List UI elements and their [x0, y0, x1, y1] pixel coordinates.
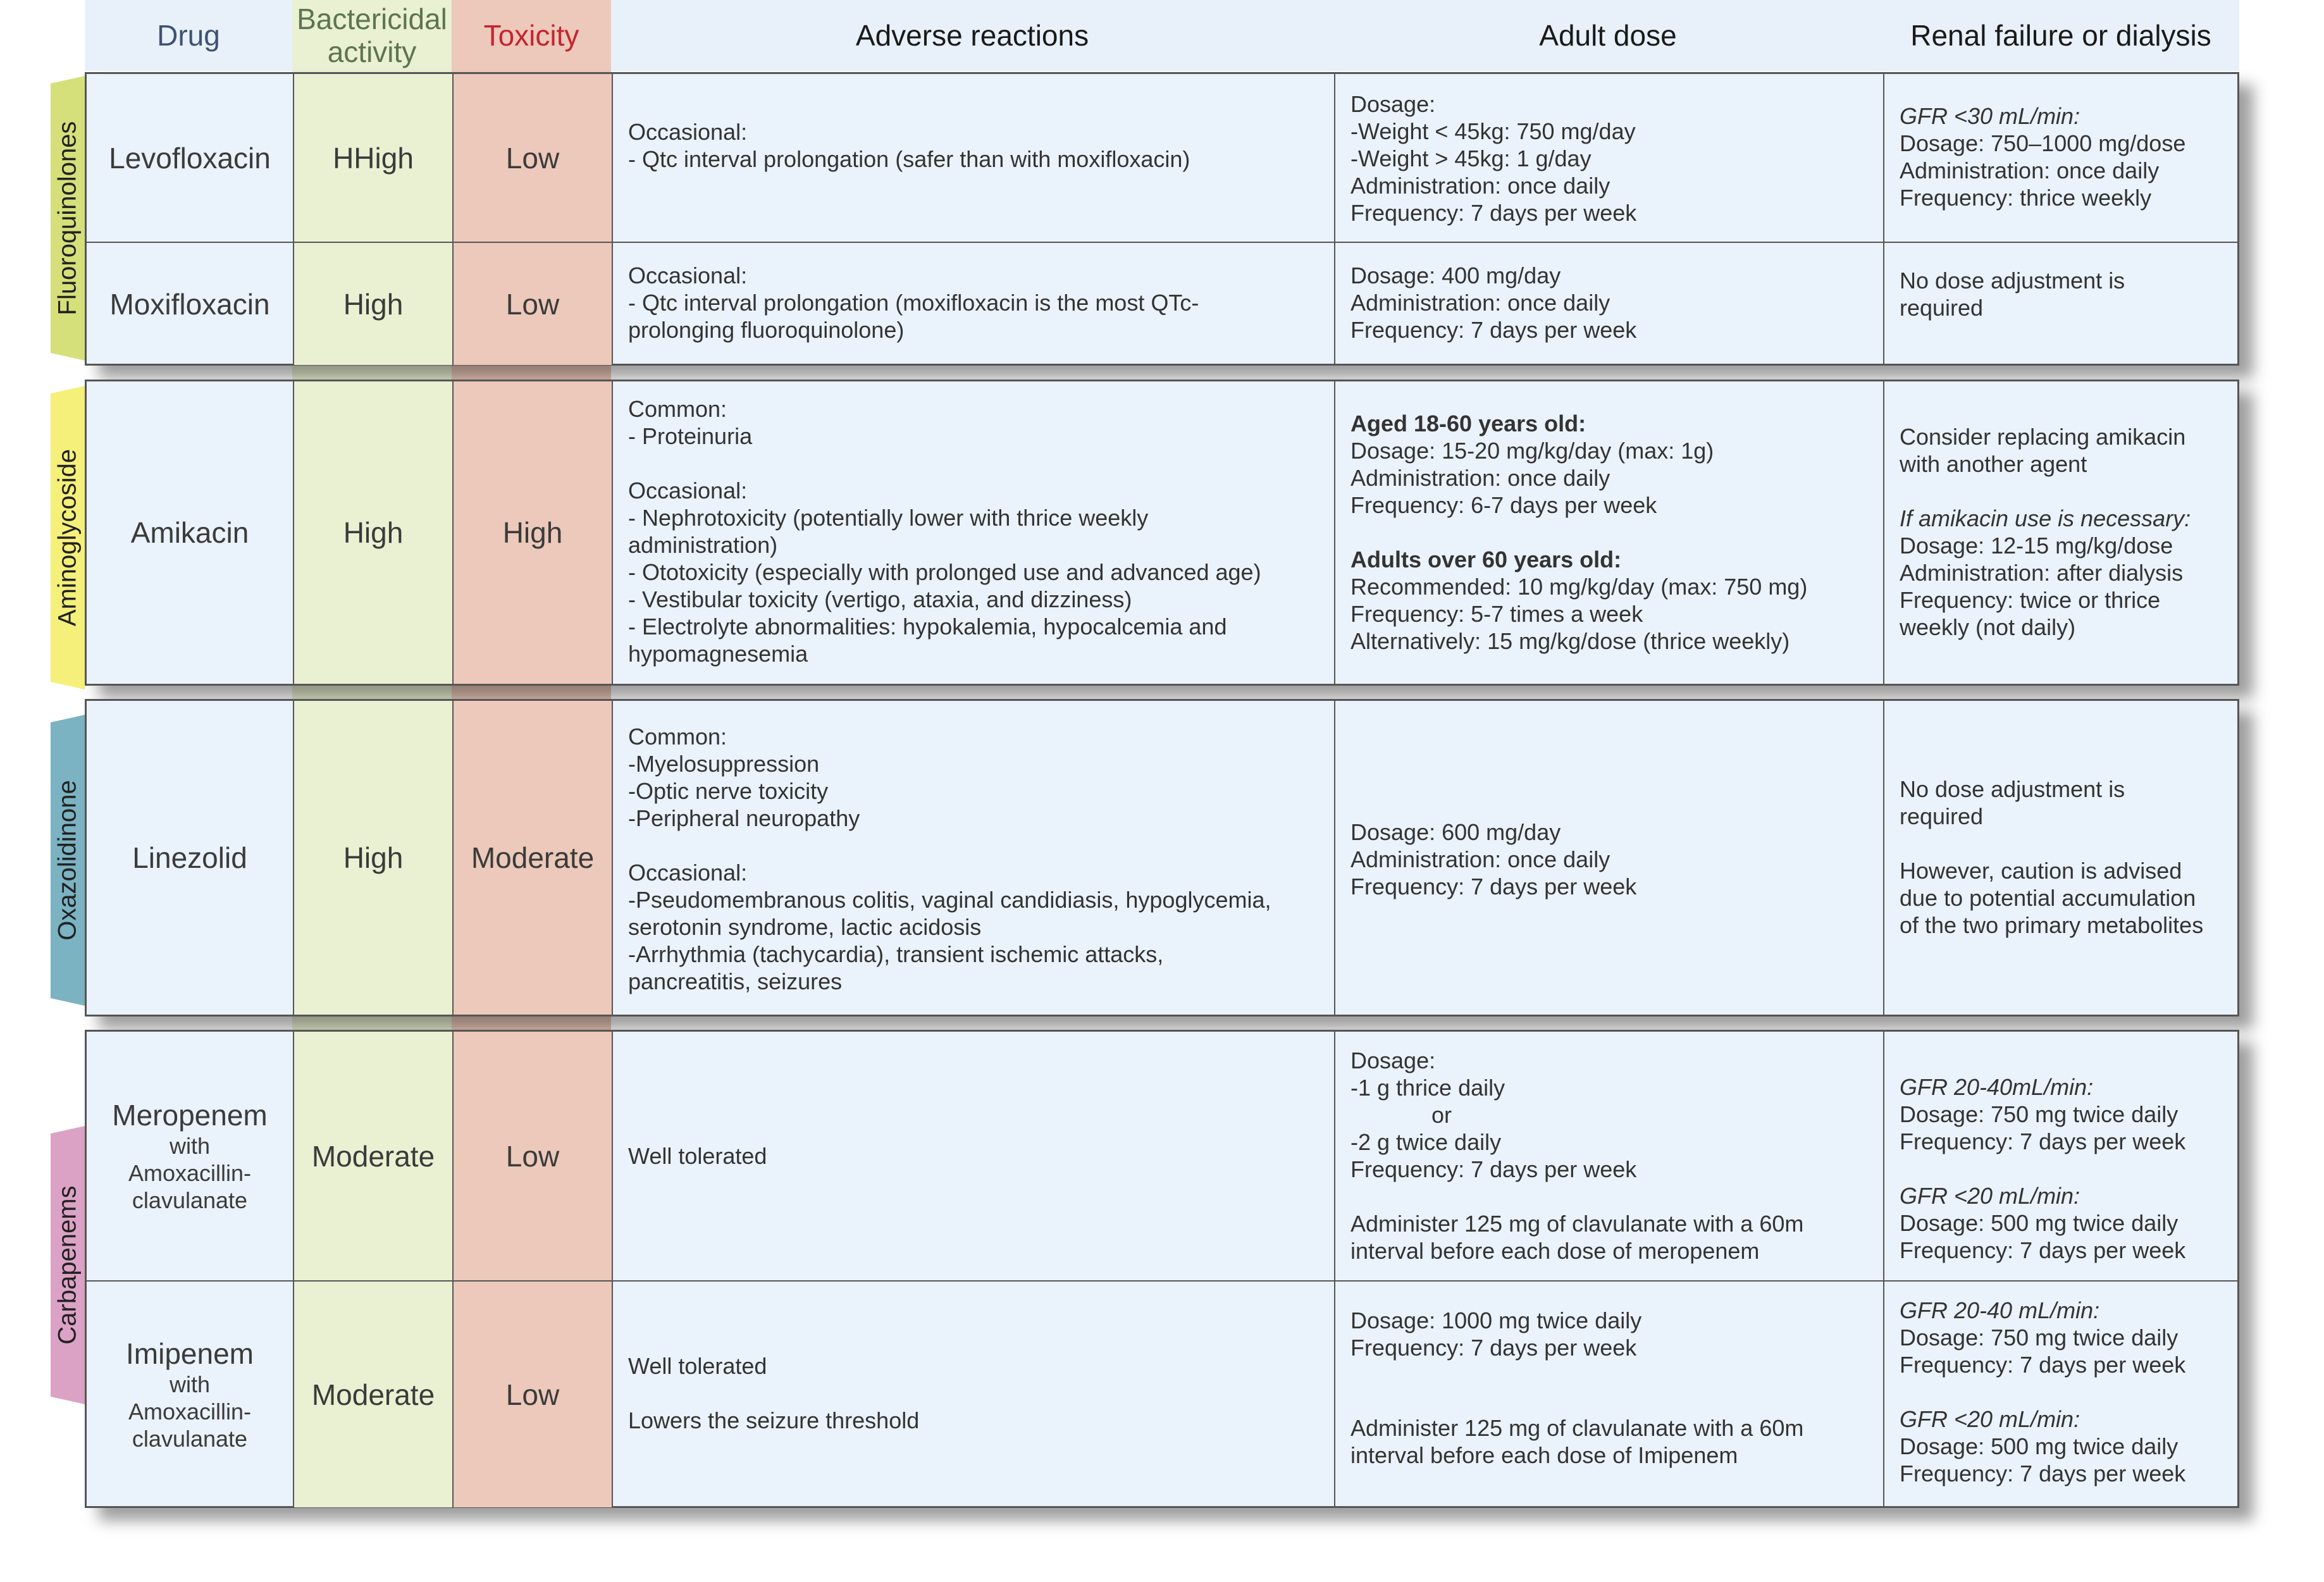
- header-bactericidal: Bactericidal activity: [292, 0, 452, 71]
- bactericidal-value: High: [343, 287, 404, 321]
- drug-combination: with Amoxacillin- clavulanate: [128, 1371, 252, 1452]
- toxicity-cell: [454, 381, 613, 684]
- table-row: [87, 381, 2237, 684]
- drug-name: Levofloxacin: [109, 141, 271, 175]
- renal-condition: GFR 20-40mL/min:: [1900, 1074, 2094, 1100]
- renal-text: No dose adjustment is required: [1900, 268, 2125, 321]
- tab-label-aminoglycoside: Aminoglycoside: [53, 448, 82, 627]
- dose-clavulanate: Administer 125 mg of clavulanate with a 60m interval before each dose of meropenem: [1351, 1211, 1804, 1264]
- drug-combination: with Amoxacillin- clavulanate: [128, 1133, 252, 1213]
- dose-or: or: [1431, 1102, 1452, 1128]
- group-oxazolidinone: [85, 699, 2239, 1017]
- renal-instructions: Dosage: 750–1000 mg/dose Administration: once daily Frequency: thrice weekly: [1900, 130, 2186, 211]
- adult-dose-cell: [1335, 243, 1884, 365]
- dose-body-over-60: Recommended: 10 mg/kg/day (max: 750 mg) Frequency: 5-7 times a week Alternatively: 15 mg/kg/dose (thrice weekly): [1351, 574, 1808, 654]
- drug-cell: [87, 701, 294, 1015]
- drug-cell: [87, 74, 294, 242]
- adverse-seizure: Lowers the seizure threshold: [628, 1407, 920, 1433]
- adverse-common: Common: - Proteinuria: [628, 396, 753, 449]
- renal-cell: [1884, 381, 2241, 684]
- toxicity-value: Low: [505, 1378, 560, 1411]
- spacer: [1900, 1155, 2230, 1182]
- adult-dose-cell: [1335, 74, 1884, 242]
- adverse-cell: [613, 1282, 1335, 1507]
- renal-condition: GFR <30 mL/min:: [1900, 103, 2080, 129]
- bactericidal-cell: [294, 1282, 454, 1507]
- drug-name: Linezolid: [132, 841, 247, 874]
- adult-dose-text: Dosage: -Weight < 45kg: 750 mg/day -Weight > 45kg: 1 g/day Administration: once daily Frequency: 7 days per week: [1351, 91, 1637, 226]
- toxicity-cell: [454, 1032, 613, 1280]
- renal-text: [1900, 776, 2230, 939]
- adult-dose-text: Dosage: 400 mg/day Administration: once daily Frequency: 7 days per week: [1351, 263, 1637, 343]
- tab-fluoroquinolones: [51, 76, 85, 361]
- renal-cell: [1884, 74, 2241, 242]
- group-fluoroquinolones: [85, 72, 2239, 366]
- adverse-cell: [613, 381, 1335, 684]
- dose-option-1: Dosage: -1 g thrice daily: [1351, 1047, 1505, 1101]
- adverse-common: Common: -Myelosuppression -Optic nerve toxicity -Peripheral neuropathy: [628, 724, 860, 831]
- toxicity-value: Low: [505, 1139, 560, 1173]
- spacer: [628, 1380, 1323, 1407]
- spacer: [628, 450, 1323, 477]
- header-toxicity: Toxicity: [452, 0, 611, 71]
- tab-label-fluoroquinolones: Fluoroquinolones: [53, 121, 82, 316]
- tab-oxazolidinone: [51, 715, 85, 1006]
- table-row: [87, 1032, 2237, 1280]
- toxicity-cell: [454, 243, 613, 365]
- adult-dose-cell: [1335, 381, 1884, 684]
- header-adverse-reactions: Adverse reactions: [855, 19, 1089, 52]
- spacer: [1900, 1378, 2230, 1406]
- renal-text: [1900, 423, 2230, 641]
- renal-cell: [1884, 1282, 2241, 1507]
- drug-name: Imipenem: [126, 1337, 254, 1370]
- drug-cell: [87, 1282, 294, 1507]
- adverse-text: Well tolerated: [628, 1143, 767, 1169]
- adult-dose-text: [1351, 1047, 1872, 1264]
- renal-condition: GFR <20 mL/min:: [1900, 1183, 2080, 1209]
- renal-note: No dose adjustment is required: [1900, 776, 2125, 829]
- renal-condition: GFR 20-40 mL/min:: [1900, 1297, 2100, 1323]
- adult-dose-text: [1351, 410, 1872, 655]
- dose-body-18-60: Dosage: 15-20 mg/kg/day (max: 1g) Administration: once daily Frequency: 6-7 days per week: [1351, 438, 1714, 518]
- adverse-tolerance: Well tolerated: [628, 1353, 767, 1379]
- tab-aminoglycoside: [51, 386, 85, 689]
- drug-cell: [87, 1032, 294, 1280]
- renal-instructions: Dosage: 12-15 mg/kg/dose Administration: after dialysis Frequency: twice or thrice weekly (not daily): [1900, 533, 2184, 640]
- adverse-cell: [613, 1032, 1335, 1280]
- drug-name: Meropenem: [112, 1099, 268, 1132]
- tab-label-carbapenems: Carbapenems: [53, 1185, 82, 1345]
- bactericidal-cell: [294, 1032, 454, 1280]
- header-adult-dose: Adult dose: [1539, 19, 1677, 52]
- bactericidal-cell: [294, 701, 454, 1015]
- adverse-text: Occasional: - Qtc interval prolongation (safer than with moxifloxacin): [628, 119, 1190, 172]
- bactericidal-value: Moderate: [311, 1378, 435, 1411]
- adverse-text: Occasional: - Qtc interval prolongation (moxifloxacin is the most QTc- prolonging fluoroquinolone): [628, 263, 1199, 343]
- spacer: [1351, 1183, 1872, 1210]
- drug-name: Moxifloxacin: [109, 287, 270, 321]
- renal-cell: [1884, 701, 2241, 1015]
- dose-option-2: -2 g twice daily Frequency: 7 days per week: [1351, 1129, 1637, 1182]
- adverse-text: [628, 723, 1323, 995]
- spacer: [1900, 830, 2230, 857]
- renal-caution: However, caution is advised due to potential accumulation of the two primary metabolites: [1900, 858, 2204, 938]
- renal-text: [1900, 1073, 2230, 1264]
- adult-dose-text: Dosage: 600 mg/day Administration: once daily Frequency: 7 days per week: [1351, 819, 1637, 899]
- drug-name: Amikacin: [130, 516, 249, 549]
- bactericidal-cell: [294, 243, 454, 365]
- toxicity-cell: [454, 1282, 613, 1507]
- tab-label-oxazolidinone: Oxazolidinone: [53, 780, 82, 941]
- bactericidal-cell: [294, 74, 454, 242]
- renal-instructions: Dosage: 750 mg twice daily Frequency: 7 days per week: [1900, 1101, 2186, 1154]
- adult-dose-text: Dosage: 1000 mg twice daily Frequency: 7 days per week: [1351, 1307, 1642, 1361]
- bactericidal-value: High: [343, 841, 404, 874]
- adult-dose-cell: [1335, 1282, 1884, 1507]
- renal-text: [1900, 102, 2230, 211]
- header-drug: Drug: [157, 19, 220, 52]
- table-row: [87, 74, 2237, 242]
- toxicity-value: Low: [505, 141, 560, 175]
- adult-dose-cell: [1335, 1032, 1884, 1280]
- spacer: [1900, 478, 2230, 505]
- renal-instructions: Dosage: 750 mg twice daily Frequency: 7 days per week: [1900, 1325, 2186, 1378]
- bactericidal-value: HHigh: [333, 141, 414, 175]
- drug-cell: [87, 381, 294, 684]
- toxicity-cell: [454, 701, 613, 1015]
- renal-instructions: Dosage: 500 mg twice daily Frequency: 7 days per week: [1900, 1210, 2186, 1263]
- spacer: [1351, 519, 1872, 546]
- bactericidal-value: High: [343, 516, 404, 549]
- group-aminoglycoside: [85, 380, 2239, 686]
- table-row: [87, 1280, 2237, 1507]
- renal-instructions: Dosage: 500 mg twice daily Frequency: 7 days per week: [1900, 1433, 2186, 1486]
- adverse-text: [628, 1352, 1323, 1434]
- toxicity-value: Low: [505, 287, 560, 321]
- adverse-cell: [613, 701, 1335, 1015]
- renal-condition: If amikacin use is necessary:: [1900, 505, 2191, 531]
- group-carbapenems: [85, 1030, 2239, 1508]
- toxicity-cell: [454, 74, 613, 242]
- dose-heading-over-60: Adults over 60 years old:: [1351, 547, 1622, 572]
- adult-dose-cell: [1335, 701, 1884, 1015]
- toxicity-value: High: [502, 516, 563, 549]
- toxicity-value: Moderate: [471, 841, 595, 874]
- renal-condition: GFR <20 mL/min:: [1900, 1406, 2080, 1432]
- spacer: [628, 832, 1323, 859]
- adverse-occasional: Occasional: -Pseudomembranous colitis, vaginal candidiasis, hypoglycemia, serotonin syndrome, lactic acidosis -Arrhythmia (tachycardia), transient ischemic attacks, pancreatitis, seizures: [628, 860, 1271, 994]
- dose-heading-18-60: Aged 18-60 years old:: [1351, 411, 1586, 436]
- bactericidal-cell: [294, 381, 454, 684]
- adverse-text: [628, 395, 1323, 667]
- table-row: [87, 242, 2237, 365]
- bactericidal-value: Moderate: [311, 1139, 435, 1173]
- adverse-cell: [613, 74, 1335, 242]
- renal-note: Consider replacing amikacin with another agent: [1900, 424, 2186, 477]
- renal-text: [1900, 1297, 2230, 1487]
- renal-cell: [1884, 1032, 2241, 1280]
- dose-clavulanate: Administer 125 mg of clavulanate with a 60m interval before each dose of Imipenem: [1351, 1415, 1804, 1468]
- adverse-occasional: Occasional: - Nephrotoxicity (potentially lower with thrice weekly administration) - Ototoxicity (especially with prolonged use and advanced age) - Vestibular toxicity (vertigo, ataxia, and dizziness) - Electrolyte abnormalities: hypokalemia, hypocalcemia and hypomagnesemia: [628, 478, 1261, 667]
- drug-cell: [87, 243, 294, 365]
- adverse-cell: [613, 243, 1335, 365]
- table-row: [87, 701, 2237, 1015]
- renal-cell: [1884, 243, 2241, 365]
- header-renal: Renal failure or dialysis: [1910, 19, 2211, 52]
- tab-carbapenems: [51, 1126, 85, 1404]
